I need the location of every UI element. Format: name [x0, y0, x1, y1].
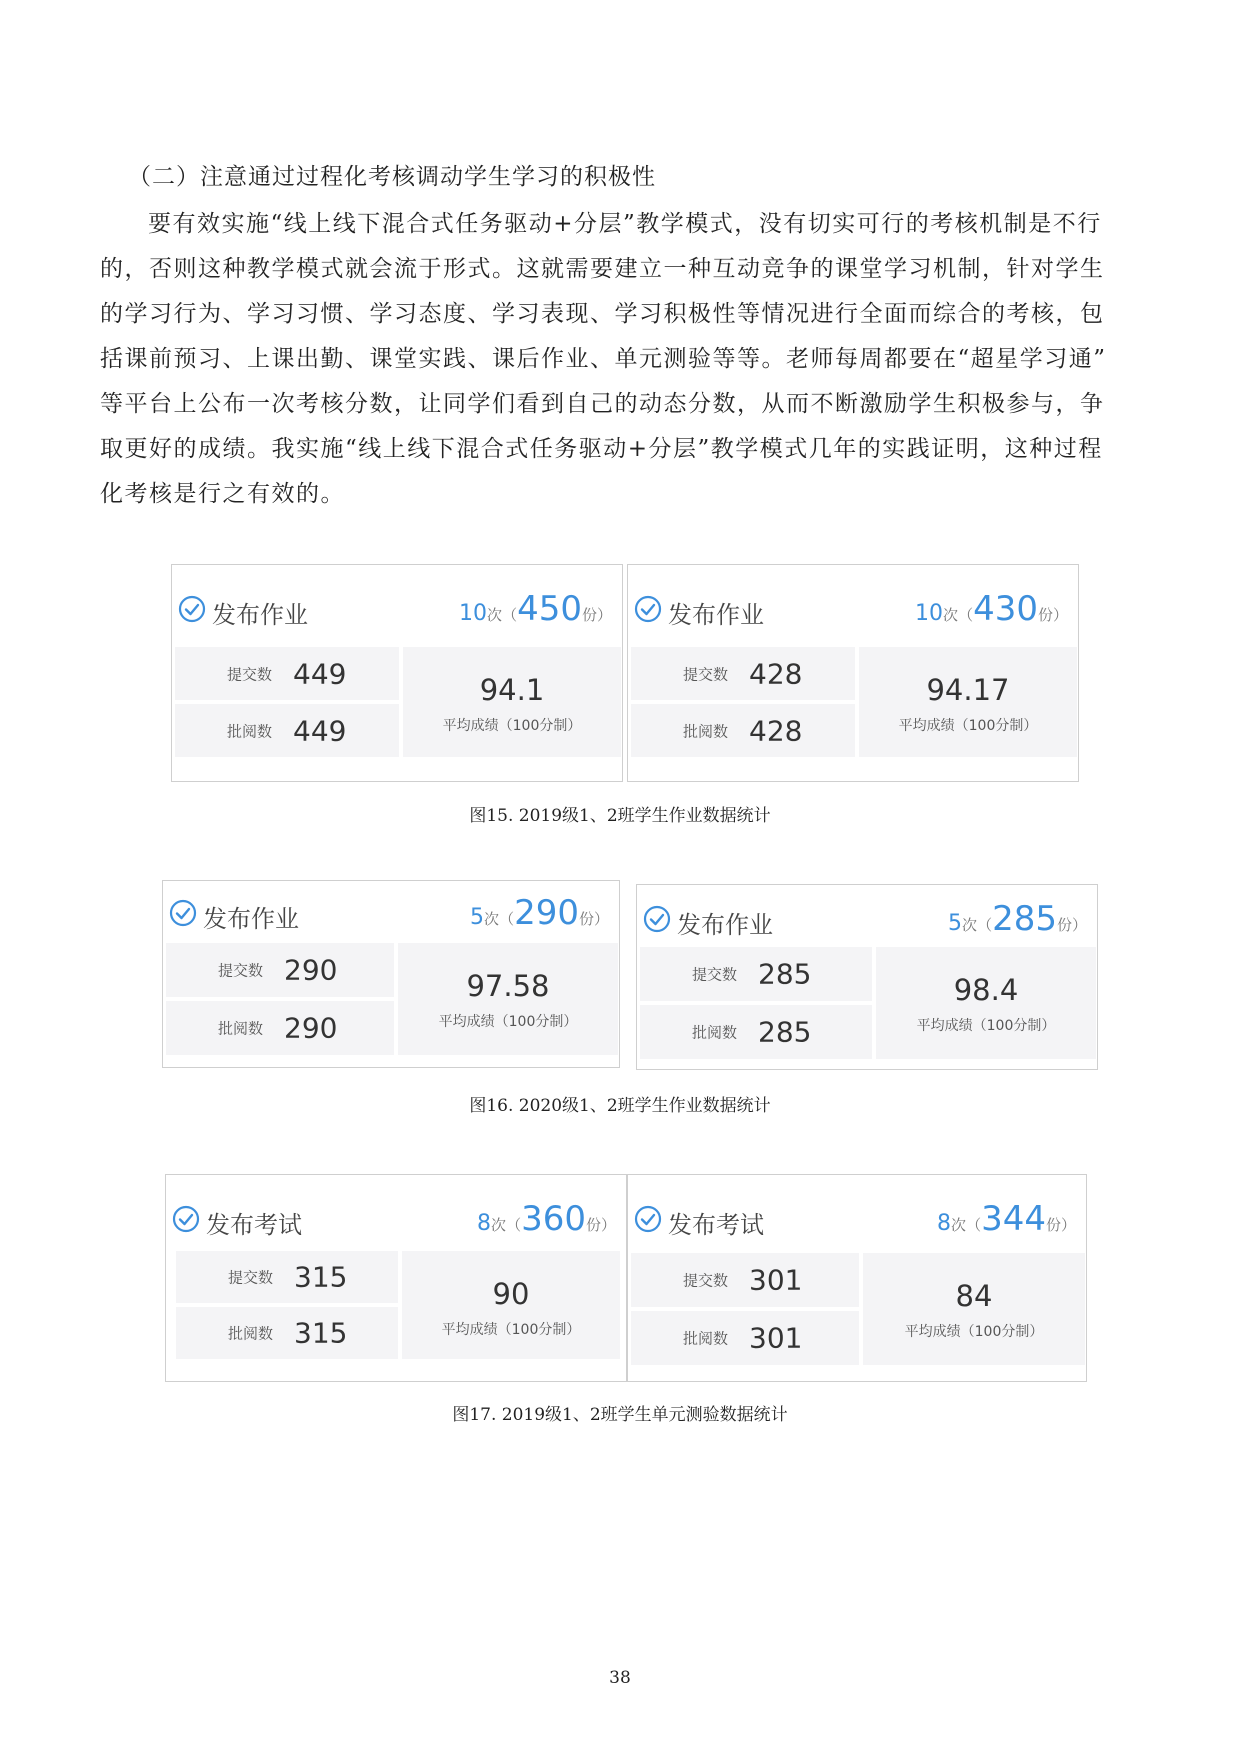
stats-panel: [165, 1174, 627, 1382]
average-value: 84: [955, 1279, 993, 1313]
review-cell: [175, 704, 399, 757]
average-label: 平均成绩（100分制）: [916, 1018, 1056, 1034]
paragraph-line: 的，否则这种教学模式就会流于形式。这就需要建立一种互动竞争的课堂学习机制，针对学生: [100, 256, 1105, 282]
average-label: 平均成绩（100分制）: [904, 1324, 1044, 1340]
panel-count: [948, 899, 1087, 939]
check-circle-icon: [643, 905, 671, 933]
section-heading: （二）注意通过过程化考核调动学生学习的积极性: [128, 164, 656, 190]
submit-value: 428: [749, 657, 803, 690]
review-label: 批阅数: [227, 722, 273, 740]
figure-caption: 图17. 2019级1、2班学生单元测验数据统计: [452, 1405, 788, 1425]
copies-open: （: [502, 606, 518, 624]
average-label: 平均成绩（100分制）: [441, 1322, 581, 1338]
average-label: 平均成绩（100分制）: [898, 718, 1038, 734]
submit-cell: [631, 647, 855, 700]
average-value: 90: [492, 1277, 530, 1311]
average-cell: [398, 943, 618, 1055]
copies-unit: 份）: [578, 910, 609, 928]
submit-label: 提交数: [227, 665, 273, 683]
figure-caption: 图16. 2020级1、2班学生作业数据统计: [469, 1096, 771, 1116]
check-circle-icon: [169, 899, 197, 927]
copies-unit: 份）: [1056, 916, 1087, 934]
paragraph-line: 等平台上公布一次考核分数，让同学们看到自己的动态分数，从而不断激励学生积极参与，争: [100, 391, 1105, 417]
panel-title: 发布作业: [203, 905, 299, 933]
review-value: 290: [284, 1011, 338, 1045]
review-value: 449: [293, 714, 347, 747]
review-value: 315: [294, 1316, 348, 1350]
submit-value: 301: [749, 1263, 803, 1297]
copies-open: （: [966, 1216, 982, 1234]
copies-unit: 份）: [581, 606, 612, 624]
average-label: 平均成绩（100分制）: [438, 1014, 578, 1030]
copies-open: （: [506, 1216, 522, 1234]
copies-open: （: [977, 916, 993, 934]
panel-title: 发布作业: [668, 601, 764, 629]
paragraph-line: 要有效实施“线上线下混合式任务驱动+分层”教学模式，没有切实可行的考核机制是不行: [148, 211, 1102, 237]
review-value: 285: [758, 1015, 812, 1049]
panel-header: [628, 1175, 1086, 1255]
panel-count: [470, 893, 609, 933]
submit-label: 提交数: [218, 961, 264, 980]
average-value: 94.1: [479, 673, 545, 707]
average-cell: [402, 1251, 620, 1359]
submit-cell: [166, 943, 394, 997]
review-value: 428: [749, 714, 803, 747]
copies-count: 344: [981, 1199, 1046, 1239]
copies-count: 285: [992, 899, 1057, 939]
review-label: 批阅数: [218, 1019, 264, 1038]
review-label: 批阅数: [228, 1324, 274, 1343]
stats-panel: [162, 880, 620, 1068]
copies-unit: 份）: [1037, 606, 1068, 624]
copies-count: 450: [517, 589, 582, 629]
submit-value: 290: [284, 953, 338, 987]
page-number: 38: [609, 1668, 631, 1688]
check-circle-icon: [634, 1205, 662, 1233]
times-count: 10: [459, 601, 488, 626]
review-cell: [640, 1005, 872, 1059]
stats-panel: [636, 884, 1098, 1070]
submit-label: 提交数: [683, 1271, 729, 1290]
copies-open: （: [958, 606, 974, 624]
copies-count: 290: [514, 893, 579, 933]
paragraph-line: 取更好的成绩。我实施“线上线下混合式任务驱动+分层”教学模式几年的实践证明，这种过程: [100, 436, 1103, 462]
panel-title: 发布作业: [677, 911, 773, 939]
average-value: 94.17: [926, 673, 1010, 707]
average-value: 97.58: [466, 969, 550, 1003]
times-count: 8: [477, 1211, 492, 1236]
review-cell: [166, 1001, 394, 1055]
submit-cell: [631, 1253, 859, 1307]
submit-label: 提交数: [228, 1268, 274, 1287]
panel-count: [459, 589, 612, 629]
submit-cell: [175, 647, 399, 700]
check-circle-icon: [178, 595, 206, 623]
average-label: 平均成绩（100分制）: [442, 718, 582, 734]
review-label: 批阅数: [683, 722, 729, 740]
copies-unit: 份）: [585, 1216, 616, 1234]
review-cell: [631, 704, 855, 757]
copies-count: 360: [521, 1199, 586, 1239]
review-label: 批阅数: [683, 1329, 729, 1348]
times-unit: 次: [491, 1216, 507, 1234]
review-label: 批阅数: [692, 1023, 738, 1042]
panel-title: 发布考试: [668, 1211, 764, 1239]
average-value: 98.4: [953, 973, 1019, 1007]
figure-caption: 图15. 2019级1、2班学生作业数据统计: [469, 806, 771, 826]
check-circle-icon: [172, 1205, 200, 1233]
times-unit: 次: [943, 606, 959, 624]
times-count: 5: [470, 905, 485, 930]
panel-title: 发布考试: [206, 1211, 302, 1239]
panel-header: [172, 565, 622, 645]
average-cell: [859, 647, 1077, 757]
paragraph-line: 化考核是行之有效的。: [100, 481, 345, 507]
copies-unit: 份）: [1045, 1216, 1076, 1234]
review-value: 301: [749, 1321, 803, 1355]
review-cell: [176, 1307, 398, 1359]
submit-label: 提交数: [683, 665, 729, 683]
panel-header: [166, 1175, 626, 1255]
panel-count: [915, 589, 1068, 629]
submit-value: 449: [293, 657, 347, 690]
average-cell: [876, 947, 1096, 1059]
times-unit: 次: [487, 606, 503, 624]
submit-label: 提交数: [692, 965, 738, 984]
stats-panel: [627, 1174, 1087, 1382]
paragraph-line: 的学习行为、学习习惯、学习态度、学习表现、学习积极性等情况进行全面而综合的考核，包: [100, 301, 1105, 327]
average-cell: [403, 647, 621, 757]
times-count: 10: [915, 601, 944, 626]
times-unit: 次: [951, 1216, 967, 1234]
times-unit: 次: [484, 910, 500, 928]
body-paragraph: [100, 202, 1142, 517]
copies-count: 430: [973, 589, 1038, 629]
panel-count: [937, 1199, 1076, 1239]
submit-value: 285: [758, 957, 812, 991]
stats-panel: [171, 564, 623, 782]
check-circle-icon: [634, 595, 662, 623]
average-cell: [863, 1253, 1085, 1365]
times-count: 5: [948, 911, 963, 936]
paragraph-line: 括课前预习、上课出勤、课堂实践、课后作业、单元测验等等。老师每周都要在“超星学习通”: [100, 346, 1107, 372]
submit-cell: [176, 1251, 398, 1303]
copies-open: （: [499, 910, 515, 928]
panel-count: [477, 1199, 616, 1239]
panel-title: 发布作业: [212, 601, 308, 629]
times-unit: 次: [962, 916, 978, 934]
stats-panel: [627, 564, 1079, 782]
submit-cell: [640, 947, 872, 1001]
times-count: 8: [937, 1211, 952, 1236]
submit-value: 315: [294, 1260, 348, 1294]
review-cell: [631, 1311, 859, 1365]
panel-header: [628, 565, 1078, 645]
